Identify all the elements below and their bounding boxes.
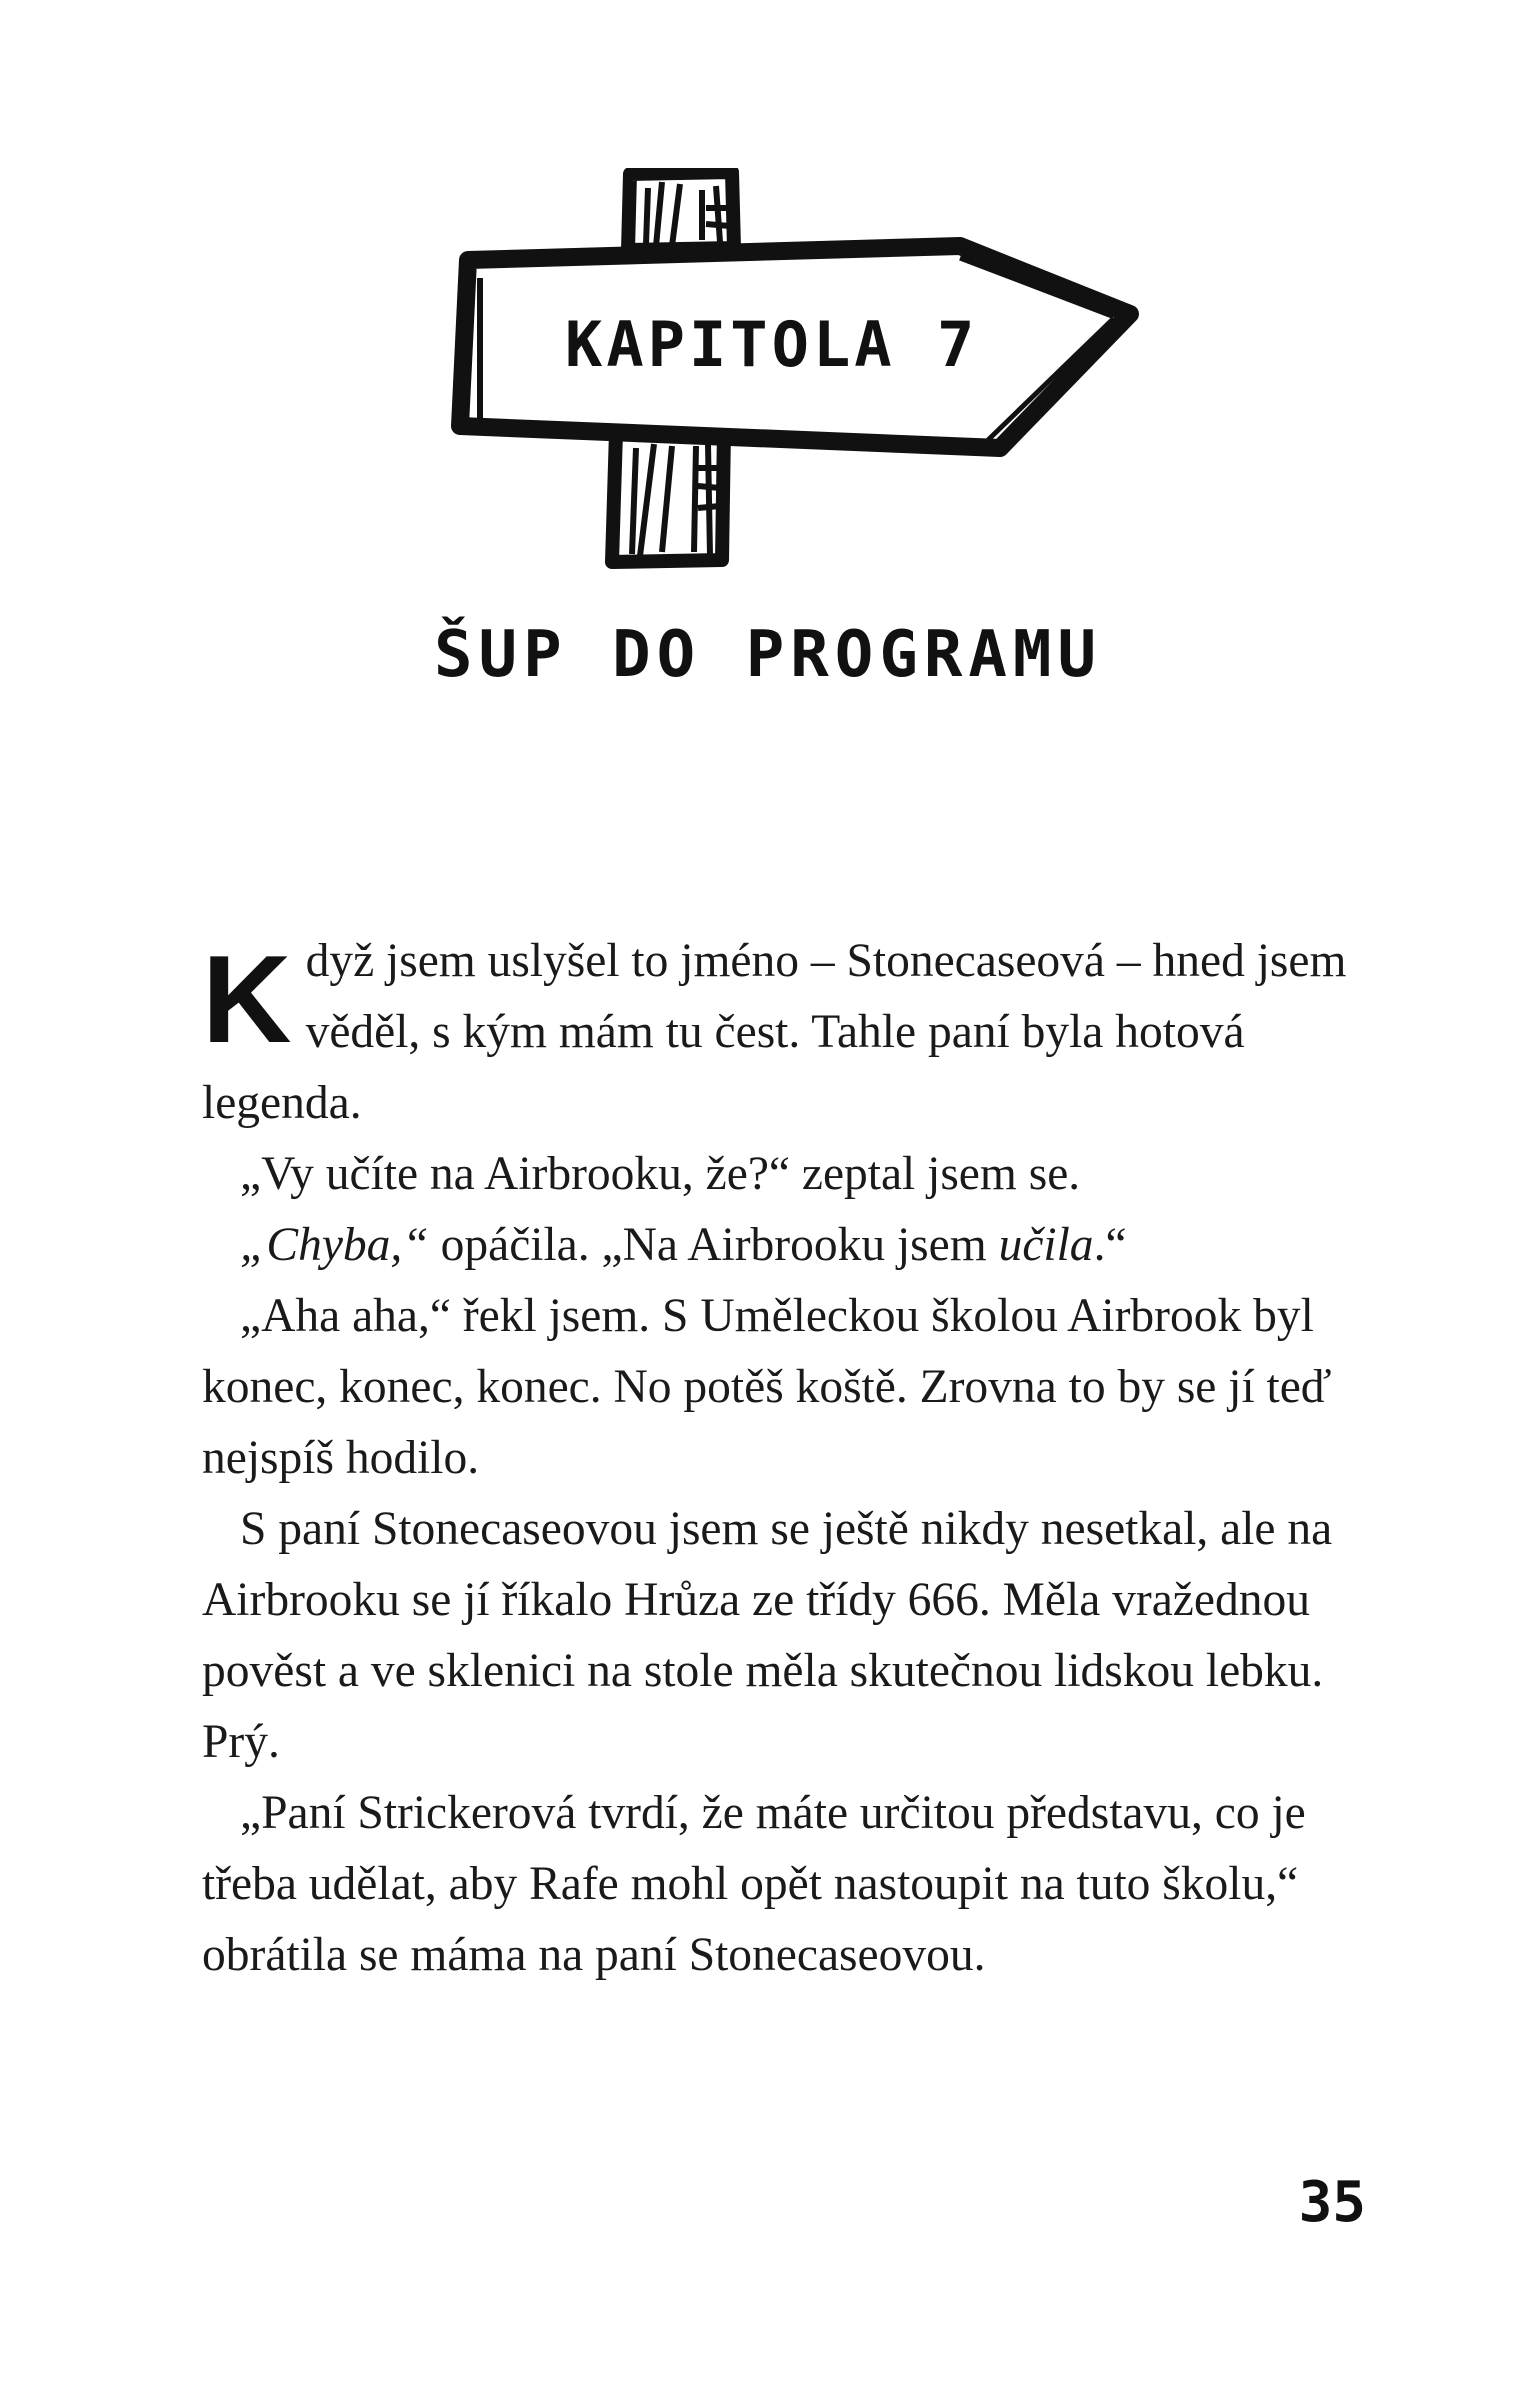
paragraph [202,926,1382,1139]
italic-text: „Chyba,“ [240,1219,429,1271]
paragraph-text: „Paní Strickerová tvrdí, že máte určitou představu, co je třeba udělat, aby Rafe mohl opět nastoupit na tuto školu,“ obrátila se máma na paní Stonecaseovou. [202,1787,1306,1981]
paragraph-text: dyž jsem uslyšel to jméno – Stonecaseová – hned jsem věděl, s kým mám tu čest. Tahle paní byla hotová legenda. [202,935,1347,1129]
paragraph-text: „Vy učíte na Airbrooku, že?“ zeptal jsem se. [240,1148,1081,1200]
paragraph [202,1281,1382,1494]
chapter-title: ŠUP DO PROGRAMU [434,618,1102,692]
paragraph-text: „Aha aha,“ řekl jsem. S Uměleckou školou Airbrook byl konec, konec, konec. No potěš koště. Zrovna to by se jí teď nejspíš hodilo. [202,1290,1332,1484]
paragraph [202,1494,1382,1778]
body-text [202,926,1382,1991]
page-number: 35 [1298,2170,1366,2235]
drop-cap: K [202,931,292,1069]
paragraph [202,1139,1382,1210]
paragraph [202,1778,1382,1991]
italic-text: učila [998,1219,1094,1271]
paragraph [202,1210,1382,1281]
chapter-signpost [440,168,1160,573]
paragraph-text: S paní Stonecaseovou jsem se ještě nikdy nesetkal, ale na Airbrooku se jí říkalo Hrůza ze třídy 666. Měla vražednou pověst a ve sklenici na stole měla skutečnou lidskou lebku. Prý. [202,1503,1333,1768]
paragraph-text: .“ [1093,1219,1127,1271]
chapter-label: KAPITOLA 7 [565,308,979,381]
paragraph-text: opáčila. „Na Airbrooku jsem [428,1219,999,1271]
